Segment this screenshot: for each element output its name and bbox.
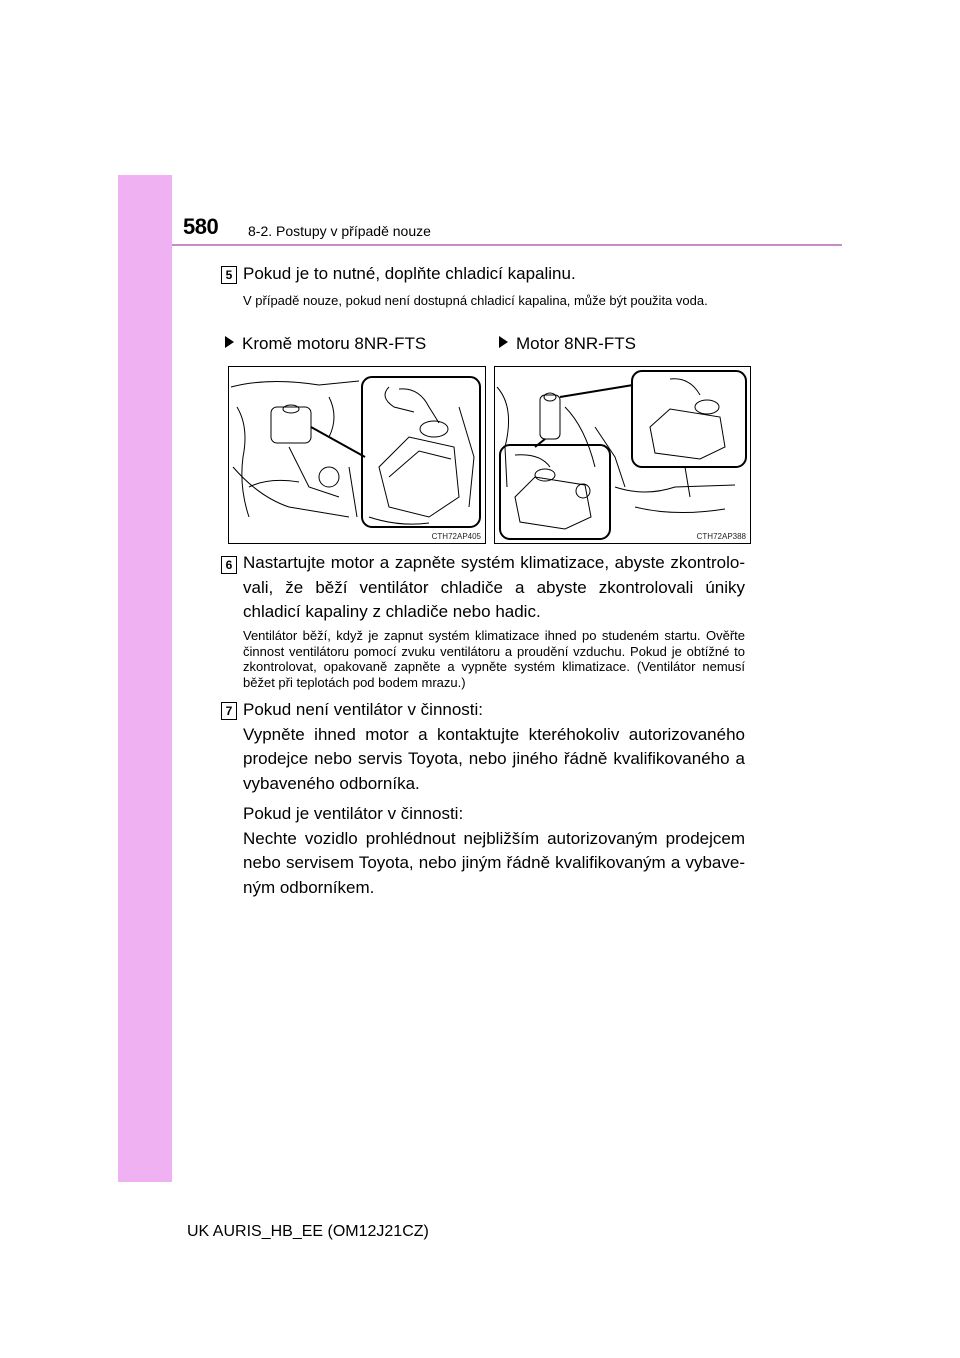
bullet-right (499, 334, 636, 354)
page-number: 580 (183, 214, 219, 239)
step-5-text: Pokud je to nutné, doplňte chladicí kapalinu. (243, 264, 576, 283)
step-5-marker: 5 (221, 266, 237, 284)
section-title: 8-2. Postupy v případě nouze (248, 223, 431, 239)
triangle-bullet-icon (225, 336, 234, 348)
step-7-marker: 7 (221, 702, 237, 720)
step-7-line-3: Pokud je ventilátor v činnosti: (243, 804, 464, 823)
bullet-right-label: Motor 8NR-FTS (516, 334, 636, 353)
header-divider (172, 244, 842, 246)
step-7-block (243, 698, 745, 900)
step-7-line-4: Nechte vozidlo prohlédnout nejbližším autorizovaným prodejcem nebo servisem Toyota, nebo jiným řádně kvalifikovaným a vybaveným odborníkem. (243, 828, 745, 897)
figure-right-engine (494, 366, 751, 544)
figure-right-code: CTH72AP388 (696, 532, 746, 541)
figure-left-code: CTH72AP405 (431, 532, 481, 541)
step-6-text: Nastartujte motor a zapněte systém klimatizace, abyste zkontrolovali, že běží ventilátor chladiče a abyste zkontrolovali úniky chladicí kapaliny z chladiče nebo hadic. (243, 553, 745, 621)
step-6-note: Ventilátor běží, když je zapnut systém klimatizace ihned po studeném startu. Ověřte činnost ventilátoru pomocí zvuku ventilátoru a proudění vzduchu. Pokud je obtížné to zkontrolovat, opakovaně zapněte a vypněte systém klimatizace. (Ventilátor nemusí běžet při teplotách pod bodem mrazu.) (243, 628, 745, 690)
step-7-line-1: Pokud není ventilátor v činnosti: (243, 700, 484, 719)
bullet-left (225, 334, 426, 354)
step-6-marker: 6 (221, 556, 237, 574)
step-7-line-2: Vypněte ihned motor a kontaktujte kteréhokoliv autorizovaného prodejce nebo servis Toyota, nebo jiného řádně kvalifikovaného a vybaveného odborníka. (243, 724, 745, 793)
footer-code: UK AURIS_HB_EE (OM12J21CZ) (187, 1223, 429, 1240)
engine-bay-illustration-right (495, 367, 750, 543)
bullet-left-label: Kromě motoru 8NR-FTS (242, 334, 427, 353)
triangle-bullet-icon (499, 336, 508, 348)
step-5-note: V případě nouze, pokud není dostupná chladicí kapalina, může být použita voda. (243, 293, 708, 308)
chapter-sidebar-tab (118, 175, 172, 1182)
engine-bay-illustration-left (229, 367, 485, 543)
figure-left-engine (228, 366, 486, 544)
